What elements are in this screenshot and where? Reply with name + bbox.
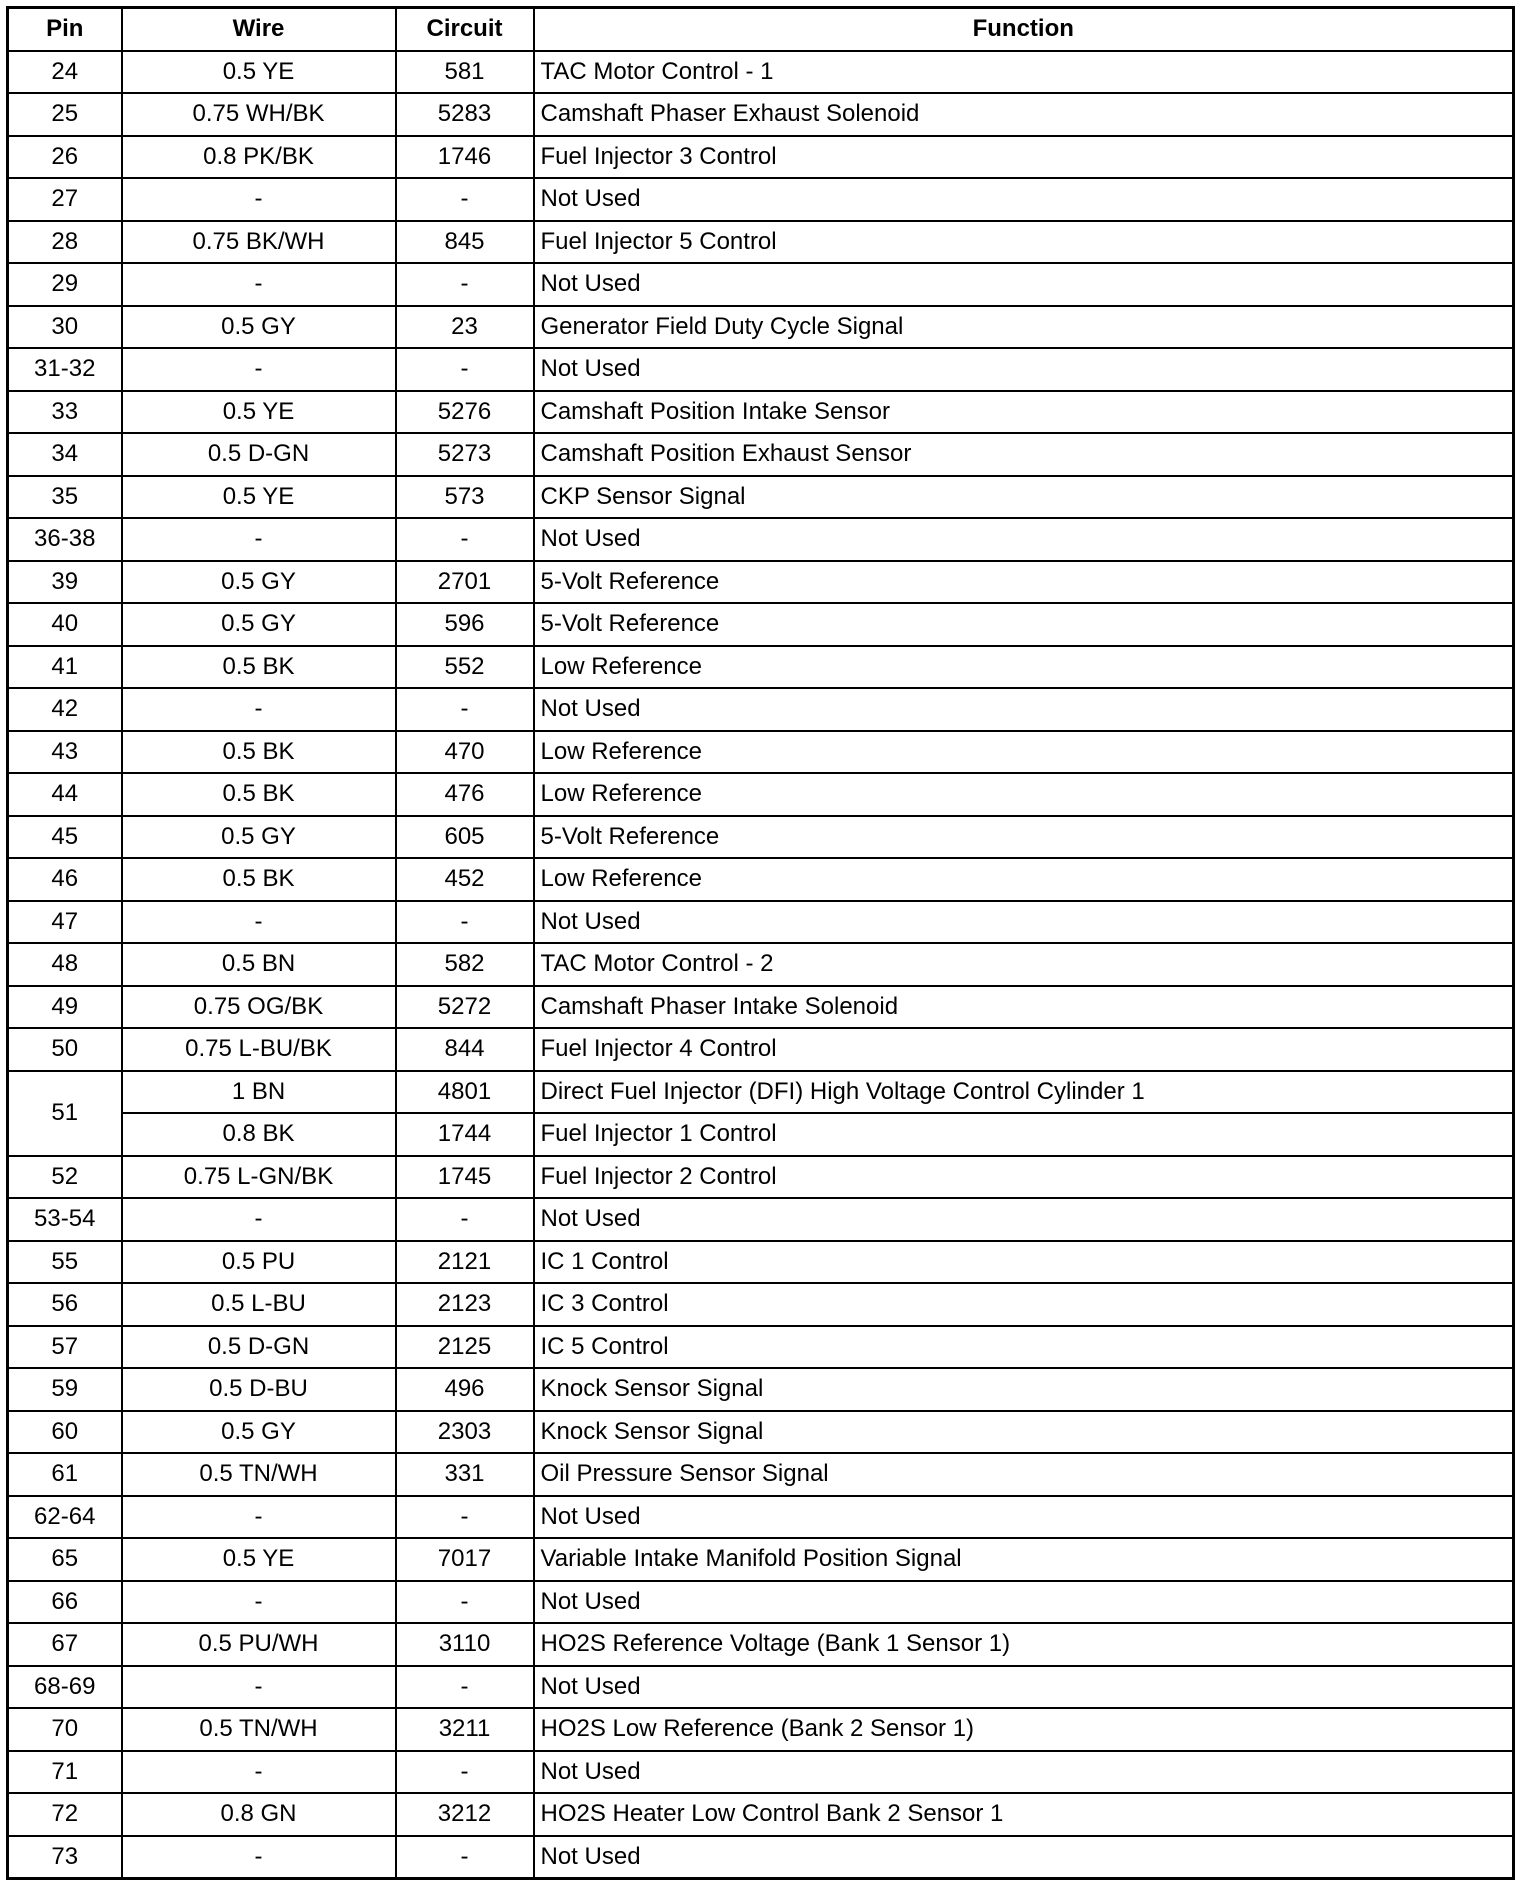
function-cell: Not Used: [534, 348, 1514, 391]
table-row: [8, 603, 1514, 646]
function-cell: Knock Sensor Signal: [534, 1411, 1514, 1454]
table-row: [8, 1368, 1514, 1411]
circuit-cell: 2121: [396, 1241, 534, 1284]
function-cell: IC 1 Control: [534, 1241, 1514, 1284]
function-cell: Not Used: [534, 518, 1514, 561]
pin-cell: 46: [8, 858, 122, 901]
circuit-cell: -: [396, 688, 534, 731]
function-cell: Fuel Injector 4 Control: [534, 1028, 1514, 1071]
pin-cell: 30: [8, 306, 122, 349]
wire-cell: 0.5 BN: [122, 943, 396, 986]
wire-cell: 0.5 BK: [122, 858, 396, 901]
wire-cell: 0.5 BK: [122, 731, 396, 774]
wire-cell: 0.5 GY: [122, 1411, 396, 1454]
wire-cell: 0.5 D-BU: [122, 1368, 396, 1411]
circuit-cell: 1745: [396, 1156, 534, 1199]
wire-cell: -: [122, 688, 396, 731]
function-cell: Not Used: [534, 1581, 1514, 1624]
circuit-cell: 2303: [396, 1411, 534, 1454]
table-row: [8, 731, 1514, 774]
table-row: [8, 1241, 1514, 1284]
circuit-cell: 7017: [396, 1538, 534, 1581]
table-row: [8, 1793, 1514, 1836]
wire-cell: 0.5 BK: [122, 773, 396, 816]
wire-cell: 0.5 GY: [122, 603, 396, 646]
circuit-cell: 23: [396, 306, 534, 349]
circuit-cell: 470: [396, 731, 534, 774]
function-cell: Not Used: [534, 1836, 1514, 1879]
table-row: [8, 263, 1514, 306]
wire-cell: 0.75 BK/WH: [122, 221, 396, 264]
pin-cell: 50: [8, 1028, 122, 1071]
pin-cell: 47: [8, 901, 122, 944]
pin-cell: 24: [8, 51, 122, 94]
function-cell: Fuel Injector 5 Control: [534, 221, 1514, 264]
pin-cell: 29: [8, 263, 122, 306]
function-cell: Not Used: [534, 178, 1514, 221]
circuit-cell: -: [396, 1496, 534, 1539]
function-cell: HO2S Heater Low Control Bank 2 Sensor 1: [534, 1793, 1514, 1836]
function-cell: Direct Fuel Injector (DFI) High Voltage Control Cylinder 1: [534, 1071, 1514, 1114]
circuit-cell: 573: [396, 476, 534, 519]
pin-cell: 72: [8, 1793, 122, 1836]
function-cell: Not Used: [534, 1198, 1514, 1241]
function-cell: Not Used: [534, 688, 1514, 731]
table-row: [8, 1028, 1514, 1071]
function-cell: CKP Sensor Signal: [534, 476, 1514, 519]
function-cell: Knock Sensor Signal: [534, 1368, 1514, 1411]
pin-cell: 43: [8, 731, 122, 774]
circuit-cell: 552: [396, 646, 534, 689]
function-cell: Not Used: [534, 1666, 1514, 1709]
function-cell: Fuel Injector 3 Control: [534, 136, 1514, 179]
function-cell: Low Reference: [534, 773, 1514, 816]
wire-cell: 1 BN: [122, 1071, 396, 1114]
wire-cell: 0.8 GN: [122, 1793, 396, 1836]
pin-cell: 41: [8, 646, 122, 689]
table-row: [8, 306, 1514, 349]
pin-cell: 49: [8, 986, 122, 1029]
wire-cell: -: [122, 518, 396, 561]
table-row: [8, 816, 1514, 859]
function-cell: Not Used: [534, 1496, 1514, 1539]
table-row: [8, 348, 1514, 391]
table-row: [8, 1836, 1514, 1879]
pin-cell: 60: [8, 1411, 122, 1454]
circuit-cell: 452: [396, 858, 534, 901]
wire-cell: 0.5 GY: [122, 306, 396, 349]
circuit-cell: 4801: [396, 1071, 534, 1114]
table-row: [8, 561, 1514, 604]
circuit-cell: 5272: [396, 986, 534, 1029]
pin-cell: 33: [8, 391, 122, 434]
function-cell: 5-Volt Reference: [534, 816, 1514, 859]
pin-cell: 39: [8, 561, 122, 604]
pin-cell: 55: [8, 1241, 122, 1284]
circuit-cell: 331: [396, 1453, 534, 1496]
table-row: [8, 1453, 1514, 1496]
circuit-cell: -: [396, 901, 534, 944]
table-body: [8, 51, 1514, 1879]
circuit-cell: 5283: [396, 93, 534, 136]
pin-cell: 31-32: [8, 348, 122, 391]
table-row: [8, 136, 1514, 179]
wire-cell: 0.5 TN/WH: [122, 1708, 396, 1751]
pin-cell: 28: [8, 221, 122, 264]
wire-cell: 0.8 PK/BK: [122, 136, 396, 179]
pin-cell: 61: [8, 1453, 122, 1496]
circuit-cell: 1746: [396, 136, 534, 179]
circuit-cell: 845: [396, 221, 534, 264]
wire-cell: 0.5 BK: [122, 646, 396, 689]
pin-cell: 68-69: [8, 1666, 122, 1709]
function-cell: Not Used: [534, 263, 1514, 306]
function-cell: Not Used: [534, 1751, 1514, 1794]
circuit-cell: 1744: [396, 1113, 534, 1156]
wire-cell: -: [122, 263, 396, 306]
function-cell: Variable Intake Manifold Position Signal: [534, 1538, 1514, 1581]
function-cell: IC 3 Control: [534, 1283, 1514, 1326]
wire-cell: 0.75 L-GN/BK: [122, 1156, 396, 1199]
circuit-cell: -: [396, 1836, 534, 1879]
table-row: [8, 178, 1514, 221]
function-cell: Camshaft Position Intake Sensor: [534, 391, 1514, 434]
pin-cell: 48: [8, 943, 122, 986]
pin-cell: 35: [8, 476, 122, 519]
wire-cell: -: [122, 178, 396, 221]
pin-cell: 66: [8, 1581, 122, 1624]
wire-cell: 0.75 WH/BK: [122, 93, 396, 136]
circuit-cell: 605: [396, 816, 534, 859]
circuit-cell: 3212: [396, 1793, 534, 1836]
circuit-cell: 581: [396, 51, 534, 94]
wire-cell: -: [122, 1666, 396, 1709]
wire-cell: 0.5 L-BU: [122, 1283, 396, 1326]
header-wire: Wire: [122, 8, 396, 51]
pinout-table: [6, 6, 1515, 1880]
function-cell: TAC Motor Control - 1: [534, 51, 1514, 94]
table-row: [8, 1113, 1514, 1156]
circuit-cell: 5276: [396, 391, 534, 434]
pin-cell: 51: [8, 1071, 122, 1156]
circuit-cell: -: [396, 348, 534, 391]
table-row: [8, 1623, 1514, 1666]
wire-cell: -: [122, 1581, 396, 1624]
circuit-cell: 476: [396, 773, 534, 816]
table-row: [8, 1751, 1514, 1794]
function-cell: Oil Pressure Sensor Signal: [534, 1453, 1514, 1496]
wire-cell: 0.5 PU: [122, 1241, 396, 1284]
wire-cell: 0.5 GY: [122, 561, 396, 604]
table-row: [8, 221, 1514, 264]
table-row: [8, 1283, 1514, 1326]
header-function: Function: [534, 8, 1514, 51]
pin-cell: 45: [8, 816, 122, 859]
pin-cell: 67: [8, 1623, 122, 1666]
table-row: [8, 1666, 1514, 1709]
table-row: [8, 943, 1514, 986]
wire-cell: 0.5 GY: [122, 816, 396, 859]
wire-cell: 0.8 BK: [122, 1113, 396, 1156]
function-cell: 5-Volt Reference: [534, 561, 1514, 604]
pin-cell: 57: [8, 1326, 122, 1369]
function-cell: Camshaft Phaser Intake Solenoid: [534, 986, 1514, 1029]
wire-cell: -: [122, 1836, 396, 1879]
table-row: [8, 1581, 1514, 1624]
circuit-cell: -: [396, 1581, 534, 1624]
table-row: [8, 1538, 1514, 1581]
function-cell: Generator Field Duty Cycle Signal: [534, 306, 1514, 349]
wire-cell: 0.5 PU/WH: [122, 1623, 396, 1666]
function-cell: Camshaft Phaser Exhaust Solenoid: [534, 93, 1514, 136]
table-row: [8, 688, 1514, 731]
pin-cell: 34: [8, 433, 122, 476]
table-row: [8, 1496, 1514, 1539]
function-cell: Low Reference: [534, 646, 1514, 689]
circuit-cell: 844: [396, 1028, 534, 1071]
wire-cell: 0.75 L-BU/BK: [122, 1028, 396, 1071]
pin-cell: 52: [8, 1156, 122, 1199]
circuit-cell: -: [396, 263, 534, 306]
table-row: [8, 51, 1514, 94]
wire-cell: 0.5 D-GN: [122, 1326, 396, 1369]
circuit-cell: 3110: [396, 1623, 534, 1666]
pin-cell: 65: [8, 1538, 122, 1581]
circuit-cell: 5273: [396, 433, 534, 476]
table-row: [8, 476, 1514, 519]
circuit-cell: -: [396, 178, 534, 221]
function-cell: HO2S Low Reference (Bank 2 Sensor 1): [534, 1708, 1514, 1751]
pin-cell: 59: [8, 1368, 122, 1411]
wire-cell: 0.5 YE: [122, 51, 396, 94]
function-cell: Low Reference: [534, 731, 1514, 774]
table-row: [8, 1198, 1514, 1241]
wire-cell: -: [122, 1198, 396, 1241]
table-row: [8, 1708, 1514, 1751]
table-row: [8, 986, 1514, 1029]
function-cell: Fuel Injector 1 Control: [534, 1113, 1514, 1156]
circuit-cell: -: [396, 1198, 534, 1241]
table-row: [8, 433, 1514, 476]
table-row: [8, 93, 1514, 136]
function-cell: 5-Volt Reference: [534, 603, 1514, 646]
wire-cell: -: [122, 901, 396, 944]
circuit-cell: 2701: [396, 561, 534, 604]
wire-cell: -: [122, 1496, 396, 1539]
pin-cell: 44: [8, 773, 122, 816]
table-row: [8, 518, 1514, 561]
pin-cell: 73: [8, 1836, 122, 1879]
pin-cell: 26: [8, 136, 122, 179]
table-row: [8, 901, 1514, 944]
table-row: [8, 391, 1514, 434]
circuit-cell: 596: [396, 603, 534, 646]
circuit-cell: 582: [396, 943, 534, 986]
wire-cell: -: [122, 1751, 396, 1794]
connector-pinout-sheet: [6, 6, 1512, 1880]
circuit-cell: 2123: [396, 1283, 534, 1326]
table-row: [8, 646, 1514, 689]
header-pin: Pin: [8, 8, 122, 51]
header-row: [8, 8, 1514, 51]
wire-cell: 0.75 OG/BK: [122, 986, 396, 1029]
wire-cell: 0.5 D-GN: [122, 433, 396, 476]
function-cell: Low Reference: [534, 858, 1514, 901]
table-row: [8, 1156, 1514, 1199]
pin-cell: 70: [8, 1708, 122, 1751]
table-row: [8, 1411, 1514, 1454]
wire-cell: 0.5 YE: [122, 1538, 396, 1581]
wire-cell: 0.5 YE: [122, 391, 396, 434]
circuit-cell: -: [396, 1751, 534, 1794]
wire-cell: -: [122, 348, 396, 391]
function-cell: Camshaft Position Exhaust Sensor: [534, 433, 1514, 476]
pin-cell: 56: [8, 1283, 122, 1326]
circuit-cell: 3211: [396, 1708, 534, 1751]
circuit-cell: 496: [396, 1368, 534, 1411]
pin-cell: 25: [8, 93, 122, 136]
function-cell: HO2S Reference Voltage (Bank 1 Sensor 1): [534, 1623, 1514, 1666]
function-cell: Not Used: [534, 901, 1514, 944]
pin-cell: 27: [8, 178, 122, 221]
table-row: [8, 1071, 1514, 1114]
pin-cell: 62-64: [8, 1496, 122, 1539]
circuit-cell: 2125: [396, 1326, 534, 1369]
circuit-cell: -: [396, 518, 534, 561]
wire-cell: 0.5 YE: [122, 476, 396, 519]
pin-cell: 53-54: [8, 1198, 122, 1241]
function-cell: Fuel Injector 2 Control: [534, 1156, 1514, 1199]
wire-cell: 0.5 TN/WH: [122, 1453, 396, 1496]
header-circuit: Circuit: [396, 8, 534, 51]
pin-cell: 36-38: [8, 518, 122, 561]
function-cell: IC 5 Control: [534, 1326, 1514, 1369]
table-row: [8, 1326, 1514, 1369]
pin-cell: 40: [8, 603, 122, 646]
circuit-cell: -: [396, 1666, 534, 1709]
pin-cell: 42: [8, 688, 122, 731]
function-cell: TAC Motor Control - 2: [534, 943, 1514, 986]
table-row: [8, 858, 1514, 901]
pin-cell: 71: [8, 1751, 122, 1794]
table-row: [8, 773, 1514, 816]
